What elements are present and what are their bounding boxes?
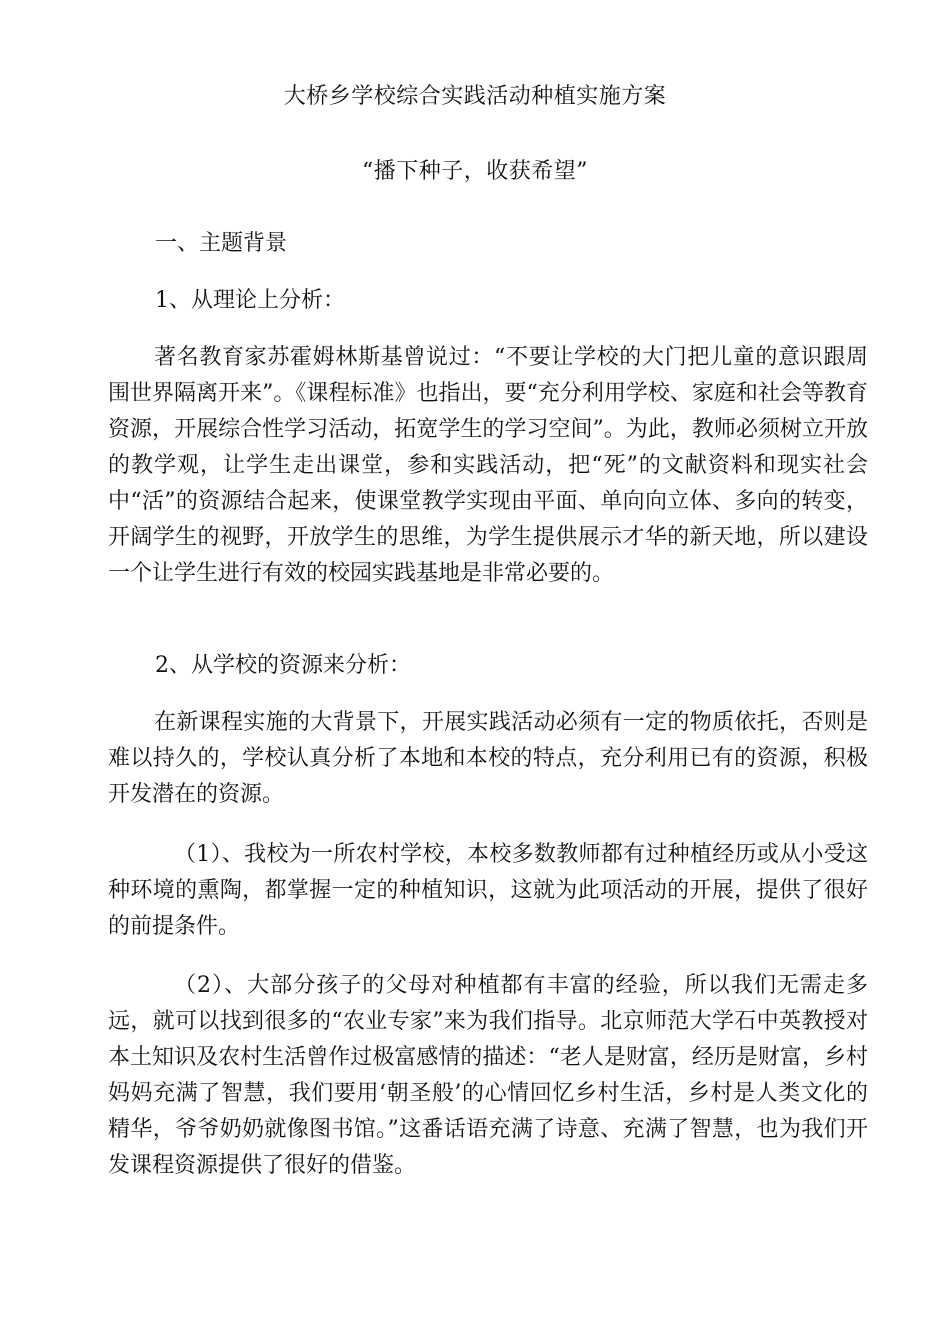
subsection-heading-theory: 1、从理论上分析：: [155, 288, 345, 313]
document-subtitle: “播下种子，收获希望”: [362, 159, 588, 184]
paragraph-resources: 在新课程实施的大背景下，开展实践活动必须有一定的物质依托，否则是难以持久的，学校认真分析了本地和本校的特点，充分利用已有的资源，积极开发潜在的资源。: [108, 710, 868, 807]
paragraph-item-1: （1）、我校为一所农村学校，本校多数教师都有过种植经历或从小受这种环境的熏陶，都掌握一定的种植知识，这就为此项活动的开展，提供了很好的前提条件。: [108, 842, 868, 939]
paragraph-theory: 著名教育家苏霍姆林斯基曾说过：“不要让学校的大门把儿童的意识跟周围世界隔离开来”。《课程标准》也指出，要“充分利用学校、家庭和社会等教育资源，开展综合性学习活动，拓宽学生的学习空间”。为此，教师必须树立开放的教学观，让学生走出课堂，参和实践活动，把“死”的文献资料和现实社会中“活”的资源结合起来，使课堂教学实现由平面、单向向立体、多向的转变，开阔学生的视野，开放学生的思维，为学生提供展示才华的新天地，所以建设一个让学生进行有效的校园实践基地是非常必要的。: [108, 345, 868, 586]
document-title: 大桥乡学校综合实践活动种植实施方案: [283, 84, 667, 109]
section-heading-background: 一、主题背景: [155, 231, 288, 256]
paragraph-item-2: （2）、大部分孩子的父母对种植都有丰富的经验，所以我们无需走多远，就可以找到很多的“农业专家”来为我们指导。北京师范大学石中英教授对本土知识及农村生活曾作过极富感情的描述：“老人是财富，经历是财富，乡村妈妈充满了智慧，我们要用‘朝圣般’的心情回忆乡村生活，乡村是人类文化的精华，爷爷奶奶就像图书馆。”这番话语充满了诗意、充满了智慧，也为我们开发课程资源提供了很好的借鉴。: [108, 973, 868, 1178]
subsection-heading-resources: 2、从学校的资源来分析：: [155, 653, 411, 678]
